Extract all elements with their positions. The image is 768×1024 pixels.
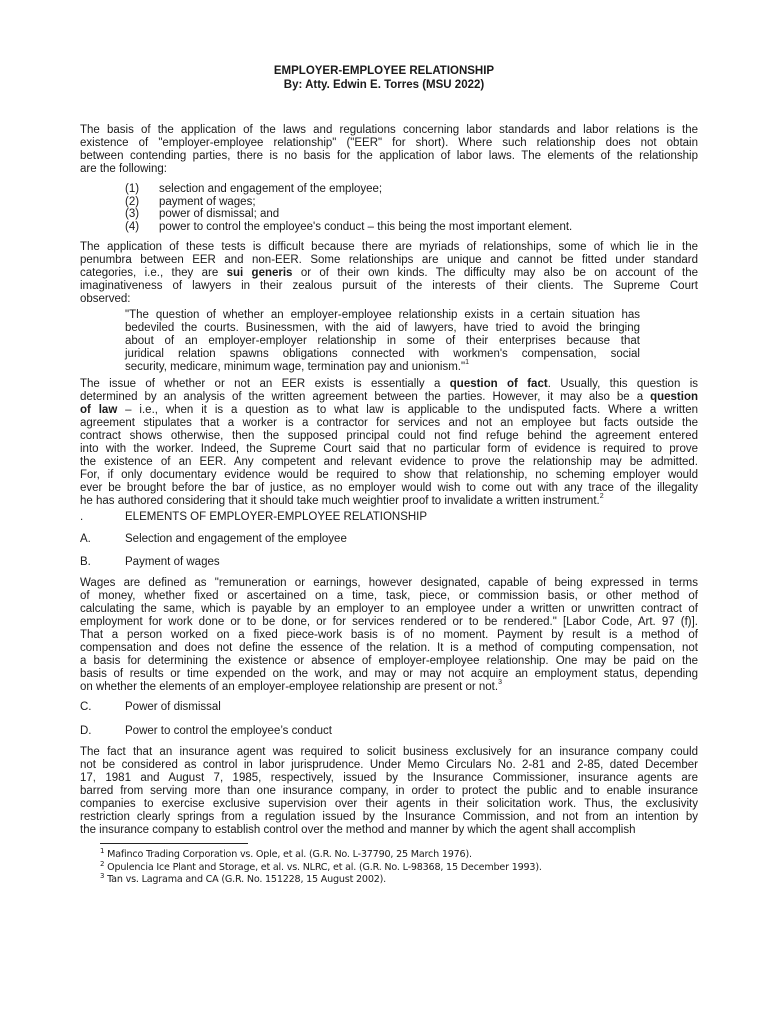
bold-text: of law — [80, 404, 118, 416]
heading-text: Power of dismissal — [125, 701, 221, 713]
list-item — [125, 221, 572, 234]
text-line — [80, 404, 698, 417]
footnote-ref: 2 — [599, 493, 604, 500]
heading-number: A. — [80, 533, 91, 545]
footnote-2 — [100, 859, 542, 875]
footnote-text: Opulencia Ice Plant and Storage, et al. vs. NLRC, et al. (G.R. No. L-98368, 15 December 1993). — [104, 861, 542, 873]
text-line: calculating the same, which is payable by an employer to an employee under a written or unwritten contract of — [80, 603, 698, 615]
text-segment: categories, i.e., they are — [80, 267, 227, 279]
heading-text: ELEMENTS OF EMPLOYER-EMPLOYEE RELATIONSHIP — [125, 511, 428, 523]
list-item — [125, 196, 572, 209]
text-line: juridical relation spawns obligations connected with workmen's compensation, social — [125, 348, 640, 360]
text-line: into with the worker. Indeed, the Supreme Court said that no particular form of evidence is required to prove — [80, 443, 698, 455]
text-line — [80, 378, 698, 391]
text-segment: or of their own kinds. The difficulty may also be on account of the — [292, 267, 698, 279]
text-line: agreement stipulates that a worker is a contractor for services and not an employee but facts outside the — [80, 417, 698, 429]
document-title: EMPLOYER-EMPLOYEE RELATIONSHIP — [273, 65, 495, 77]
section-heading-elements — [80, 511, 427, 524]
list-number: (2) — [125, 195, 140, 208]
text-line: observed: — [80, 293, 131, 305]
text-segment: – i.e., when it is a question as to what law is applicable to the undisputed facts. Where a written — [117, 404, 698, 416]
bold-text: question of fact — [449, 378, 548, 390]
footnote-3 — [100, 874, 386, 887]
text-segment: he has authored considering that it should take much weightier proof to invalidate a written instrument. — [80, 495, 600, 507]
text-line: not be considered as control in labor jurisprudence. Under Memo Circulars No. 2-81 and 2-85, dated December — [80, 759, 698, 771]
text-line: about of an employer-employer relationship in some of their enterprises because that — [125, 335, 640, 347]
heading-number: . — [80, 511, 84, 523]
list-text: selection and engagement of the employee; — [159, 183, 383, 195]
paragraph-wages — [80, 577, 698, 694]
text-line — [80, 267, 698, 280]
text-line: The basis of the application of the laws and regulations concerning labor standards and labor relations is the — [80, 124, 698, 136]
elements-list — [125, 183, 572, 233]
footnote-ref: 1 — [465, 359, 469, 366]
paragraph-insurance — [80, 746, 698, 837]
paragraph-tests — [80, 241, 698, 306]
footnote-text: Mafinco Trading Corporation vs. Ople, et al. (G.R. No. L-37790, 25 March 1976). — [104, 849, 472, 860]
footnote-number: 3 — [100, 872, 105, 880]
document-byline: By: Atty. Edwin E. Torres (MSU 2022) — [283, 79, 485, 91]
text-line — [80, 495, 698, 508]
text-line: "The question of whether an employer-employee relationship exists in a certain situation has — [125, 309, 640, 321]
text-line: bedeviled the courts. Businessmen, with the aid of lawyers, have tried to avoid the bringing — [125, 322, 640, 334]
list-text: payment of wages; — [159, 195, 256, 208]
section-heading-d — [80, 725, 332, 738]
heading-number: D. — [80, 725, 92, 737]
text-line: ever be brought before the bar of justice, as no employer would wish to come out with any trace of the illegality — [80, 482, 698, 494]
text-segment: determined by an analysis of the written agreement between the parties. However, it may also be a — [80, 391, 651, 403]
list-item — [125, 208, 572, 221]
text-line: basis of results or time expended on the work, and may or may not acquire an employment status, depending — [80, 668, 698, 680]
footnote-ref: 3 — [498, 679, 502, 686]
footnote-1 — [100, 849, 472, 862]
heading-text: Payment of wages — [125, 556, 220, 568]
text-line: of money, whether fixed or ascertained on a time, task, piece, or commission basis, or other method of — [80, 590, 698, 602]
text-line: the insurance company to establish control over the method and manner by which the agent shall accomplish — [80, 824, 636, 836]
text-line: penumbra between EER and non-EER. Some relationships are unique and cannot be fitted under standard — [80, 254, 698, 266]
footnote-separator — [100, 843, 248, 844]
text-line: the existence of an EER. Any competent and relevant evidence to prove the relationship may be admitted. — [80, 456, 698, 468]
text-line: imaginativeness of lawyers in their zealous pursuit of the interests of their clients. The Supreme Court — [80, 280, 698, 292]
text-line: are the following: — [80, 163, 167, 175]
text-line: That a person worked on a fixed piece-work basis is of no moment. Payment by result is a method of — [80, 629, 698, 641]
bold-text: sui generis — [226, 267, 293, 279]
text-line: barred from serving more than one insurance company, in order to protect the public and to enable insurance — [80, 785, 698, 797]
footnote-number: 2 — [100, 859, 105, 868]
text-segment: on whether the elements of an employer-employee relationship are present or not. — [80, 681, 499, 693]
list-item — [125, 183, 572, 196]
text-line — [125, 361, 640, 374]
footnote-number: 1 — [100, 847, 105, 855]
text-line — [80, 681, 698, 694]
footnote-text: Tan vs. Lagrama and CA (G.R. No. 151228, 15 August 2002). — [104, 874, 387, 885]
bold-text: question — [650, 391, 698, 403]
text-line: The fact that an insurance agent was required to solicit business exclusively for an insurance company could — [80, 746, 698, 758]
text-segment: security, medicare, minimum wage, termination pay and unionism." — [125, 361, 466, 373]
text-line: companies to exercise exclusive supervision over their agents in their solicitation work. Thus, the exclusivity — [80, 798, 698, 810]
text-line: 17, 1981 and August 7, 1985, respectively, issued by the Insurance Commissioner, insurance agents are — [80, 772, 698, 784]
text-line: The application of these tests is difficult because there are myriads of relationships, some of which lie in the — [80, 241, 698, 253]
list-text: power of dismissal; and — [159, 208, 280, 220]
text-line: compensation and does not define the essence of the relation. It is a method of computing compensation, not — [80, 642, 698, 654]
section-heading-b — [80, 556, 220, 569]
text-line: restriction clearly springs from a regulation issued by the Insurance Commission, and not from an intention by — [80, 811, 698, 823]
text-segment: . Usually, this question is — [547, 378, 698, 390]
section-heading-a — [80, 533, 347, 546]
text-line: contract shows otherwise, then the supposed principal could not find refuge behind the agreement entered — [80, 430, 698, 442]
text-line: For, if only documentary evidence would be required to show that relationship, no scheming employer would — [80, 469, 698, 481]
text-line: Wages are defined as "remuneration or earnings, however designated, capable of being expressed in terms — [80, 577, 698, 589]
paragraph-issue — [80, 378, 698, 508]
text-line: a basis for determining the existence or absence of employer-employee relationship. One may be paid on the — [80, 655, 698, 667]
section-heading-c — [80, 701, 221, 714]
paragraph-intro — [80, 124, 698, 176]
block-quote — [125, 309, 640, 374]
list-number: (4) — [125, 220, 140, 233]
list-number: (1) — [125, 183, 140, 195]
text-line — [80, 391, 698, 404]
heading-number: B. — [80, 556, 91, 568]
text-line: employment for work done or to be done, or for services rendered or to be rendered." [Labor Code, Art. 97 (f)]. — [80, 616, 698, 628]
text-line: between contending parties, there is no basis for the application of labor laws. The elements of the relationship — [80, 150, 698, 162]
heading-text: Power to control the employee’s conduct — [125, 725, 332, 737]
list-number: (3) — [125, 208, 140, 220]
text-line: existence of "employer-employee relationship" ("EER" for short). Where such relationship does not obtain — [80, 137, 698, 149]
text-segment: The issue of whether or not an EER exists is essentially a — [80, 378, 450, 390]
heading-text: Selection and engagement of the employee — [125, 533, 347, 545]
list-text: power to control the employee's conduct – this being the most important element. — [159, 220, 573, 233]
heading-number: C. — [80, 701, 92, 713]
